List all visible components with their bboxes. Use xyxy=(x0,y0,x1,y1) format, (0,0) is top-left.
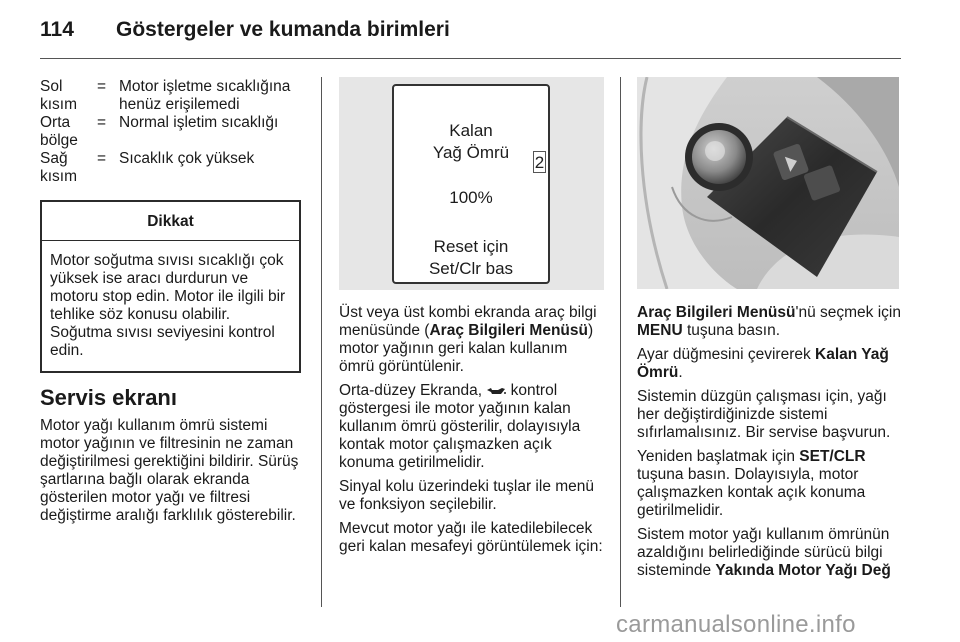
column-2 xyxy=(339,304,604,562)
col2-paragraph-3: Sinyal kolu üzerindeki tuşlar ile menü ve fonksiyon seçilebilir. xyxy=(339,478,595,513)
text: ) motor yağının geri kalan kullanım ömrü görüntülenir. xyxy=(339,322,594,375)
row-key: Orta bölge xyxy=(40,114,78,149)
oil-life-display xyxy=(392,84,550,284)
col3-paragraph-2 xyxy=(637,346,902,382)
display-line-2: Yağ Ömrü xyxy=(432,143,510,162)
warning-body: Motor soğutma sıvısı sıcaklığı çok yüksek ise aracı durdurun ve motoru stop edin. Motor ile ilgili bir tehlike söz konusu olabilir. Soğutma sıvısı seviyesini kontrol edin. xyxy=(50,252,286,359)
table-row xyxy=(40,78,305,114)
header-divider xyxy=(40,58,901,59)
button-name: MENU xyxy=(637,322,683,339)
row-eq: = xyxy=(97,114,107,131)
menu-name: Kalan Yağ Ömrü xyxy=(637,346,889,381)
temperature-table xyxy=(40,78,305,186)
text: 'nü seçmek için xyxy=(795,304,901,321)
col3-paragraph-1 xyxy=(637,304,902,340)
display-illustration xyxy=(339,77,604,290)
menu-name: Araç Bilgileri Menüsü xyxy=(429,322,588,339)
table-row xyxy=(40,114,305,150)
text: Yeniden başlatmak için xyxy=(637,448,800,465)
button-name: SET/CLR xyxy=(799,448,866,465)
column-divider-1 xyxy=(321,77,322,607)
row-value: Sıcaklık çok yüksek xyxy=(119,150,255,167)
watermark: carmanualsonline.info xyxy=(616,611,856,638)
text: tuşuna basın. xyxy=(682,322,781,339)
oil-can-icon xyxy=(486,386,506,396)
lever-photo-illustration xyxy=(637,77,899,289)
text: kontrol göstergesi ile motor yağının kalan kullanım ömrü gösterilir, dolayısıyla kontak motor çalışmazken açık konuma getirilmelidir. xyxy=(339,382,581,471)
table-row xyxy=(40,150,305,186)
col3-paragraph-4 xyxy=(637,448,902,520)
warning-box xyxy=(40,200,301,373)
row-key: Sol kısım xyxy=(40,78,78,113)
row-value: Normal işletim sıcaklığı xyxy=(119,114,279,131)
row-value: Motor işletme sıcaklığına henüz erişilemedi xyxy=(119,78,291,113)
text: Ayar düğmesini çevirerek xyxy=(637,346,816,363)
row-eq: = xyxy=(97,150,107,167)
text: tuşuna basın. Dolayısıyla, motor çalışmazken kontak açık konuma getirilmelidir. xyxy=(637,466,866,519)
row-eq: = xyxy=(97,78,107,95)
page-title: Göstergeler ve kumanda birimleri xyxy=(116,18,450,41)
display-line-4: Set/Clr bas xyxy=(428,259,514,278)
text: Sistem motor yağı kullanım ömrünün azaldığını belirlediğinde sürücü bilgi sisteminde xyxy=(637,526,890,579)
col2-paragraph-1 xyxy=(339,304,604,376)
col2-paragraph-2 xyxy=(339,382,604,472)
section-title: Servis ekranı xyxy=(40,385,177,410)
column-divider-2 xyxy=(620,77,621,607)
text: . xyxy=(678,364,683,381)
text: Üst veya üst kombi ekranda araç bilgi menüsünde ( xyxy=(339,304,597,339)
row-key: Sağ kısım xyxy=(40,150,78,185)
page-header xyxy=(40,10,920,50)
service-paragraph: Motor yağı kullanım ömrü sistemi motor yağının ve filtresinin ne zaman değiştirilmesi gerektiğini bildirir. Sürüş şartlarına bağlı olarak ekranda gösterilen motor yağı ve filtresi değiştirme aralığı farklılık gösterebilir. xyxy=(40,417,299,524)
display-line-1: Kalan xyxy=(449,121,493,140)
message-name: Yakında Motor Yağı Değ xyxy=(715,562,891,579)
turn-signal-lever-photo xyxy=(637,77,899,289)
menu-name: Araç Bilgileri Menüsü xyxy=(637,304,796,321)
figure-callout-badge: 2 xyxy=(534,153,545,172)
column-3 xyxy=(637,304,902,586)
warning-title: Dikkat xyxy=(42,202,299,241)
column-1 xyxy=(40,78,305,531)
col3-paragraph-3: Sistemin düzgün çalışması için, yağı her değiştirdiğinizde sistemi sıfırlamalısınız. Bir servise başvurun. xyxy=(637,388,891,441)
text: Orta-düzey Ekranda, xyxy=(339,382,487,399)
display-line-3: Reset için xyxy=(433,237,509,256)
col3-paragraph-5 xyxy=(637,526,902,580)
col2-paragraph-4: Mevcut motor yağı ile katedilebilecek geri kalan mesafeyi görüntülemek için: xyxy=(339,520,603,555)
display-percent: 100% xyxy=(449,188,493,207)
page-number: 114 xyxy=(40,18,74,41)
